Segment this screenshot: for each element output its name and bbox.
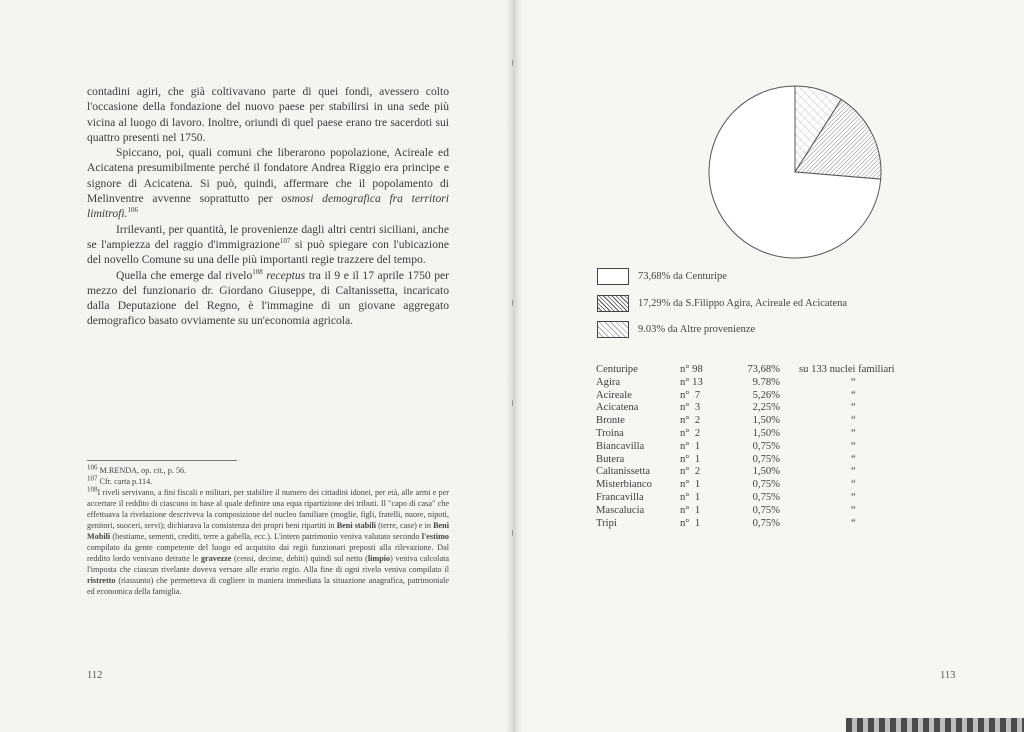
text-run: M.RENDA, op. cit., p. 56.: [97, 466, 187, 475]
cell-place: Troina: [596, 427, 624, 439]
cell-count: n° 7: [680, 389, 701, 401]
text-run: tra il 9 e il 17 aprile 1750 per mezzo del funzionario dr. Giordano Giuseppe, di Caltanissetta, incaricato dalla Deputazione del Regno, è l'immagine di un giovane aggregato demografico basato ovviamente su un'economia agricola.: [87, 268, 449, 328]
bold-text: l'estimo: [421, 532, 449, 541]
cell-note: su 133 nuclei familiari: [799, 364, 895, 375]
table-row: [596, 479, 895, 492]
legend-swatch-blank: [597, 268, 629, 285]
text-run: (bestiame, sementi, crediti, terre a gabella, ecc.). L'intero patrimonio veniva valutato secondo: [110, 532, 422, 541]
cell-place: Centuripe: [596, 364, 638, 375]
cell-place: Francavilla: [596, 491, 644, 503]
cell-note: “: [851, 479, 856, 491]
gutter-mark: [512, 60, 513, 66]
paragraph: [87, 268, 449, 329]
legend-label: 73,68% da Centuripe: [638, 271, 727, 282]
paragraph: [87, 84, 449, 145]
legend-swatch-dots: [597, 321, 629, 338]
cell-percent: 0,75%: [752, 491, 780, 503]
cell-place: Mascalucia: [596, 504, 645, 516]
footnote-ref: 106: [87, 463, 98, 472]
cell-count: n° 1: [680, 453, 701, 465]
table-row: [596, 402, 895, 415]
table-row: [596, 364, 895, 377]
footnote-ref: 108: [87, 485, 98, 494]
book-gutter: [506, 0, 522, 732]
paragraph: [87, 145, 449, 221]
cell-note: “: [851, 376, 856, 388]
footnote: [87, 487, 449, 597]
cell-place: Misterbianco: [596, 479, 652, 491]
cell-count: n° 1: [680, 491, 701, 503]
text-run: contadini agiri, che già coltivavano parte di quei fondi, avessero colto l'occasione della fondazione del nuovo paese per stabilirsi in una sede più vicina al luogo di lavoro. Inoltre, oriundi di quel paese erano tre sacerdoti sui quattro presenti nel 1750.: [87, 85, 449, 144]
legend-item-centuripe: [597, 268, 727, 285]
cell-place: Caltanissetta: [596, 466, 651, 478]
legend-swatch-hatch: [597, 295, 629, 312]
cell-percent: 5,26%: [752, 389, 780, 401]
legend-label: 9.03% da Altre provenienze: [638, 324, 756, 335]
cell-note: “: [851, 453, 856, 465]
cell-percent: 1,50%: [752, 466, 780, 478]
scan-edge-strip: [846, 718, 1024, 732]
text-run: (riassunto) che permetteva di cogliere in maniera immediata la situazione anagrafica, patrimoniale ed economica della famiglia.: [87, 576, 449, 596]
cell-place: Tripi: [596, 517, 617, 529]
cell-place: Acicatena: [596, 402, 639, 414]
bold-text: Beni Mobili: [87, 521, 449, 541]
text-run: Irrilevanti, per quantità, le provenienze dagli altri centri siciliani, anche se l'ampiezza del raggio d'immigrazione: [87, 222, 449, 251]
cell-percent: 0,75%: [752, 440, 780, 452]
origins-table: [596, 364, 895, 530]
bold-text: Beni stabili: [336, 521, 377, 530]
cell-note: “: [851, 389, 856, 401]
body-text: [87, 84, 449, 329]
cell-count: n° 2: [680, 427, 701, 439]
cell-place: Agira: [596, 376, 621, 388]
footnote-ref: 108: [252, 267, 263, 276]
cell-note: “: [851, 491, 856, 503]
legend-item-agira-acireale-acicatena: [597, 295, 847, 312]
italic-text: osmosi demografica fra territori limitrofi.: [87, 192, 449, 221]
cell-count: n° 13: [680, 376, 703, 388]
gutter-mark: [512, 300, 513, 306]
cell-count: n° 3: [680, 402, 701, 414]
footnote-ref: 107: [87, 474, 98, 483]
cell-note: “: [851, 427, 856, 439]
footnote-rule: [87, 460, 237, 461]
text-run: si può spiegare con l'ubicazione del novello Comune su una delle più importanti regie trazzere del tempo.: [87, 237, 449, 267]
cell-note: “: [851, 517, 856, 529]
cell-note: “: [851, 440, 856, 452]
text-run: Quella che emerge dal rivelo: [116, 268, 253, 282]
cell-percent: 73,68%: [747, 364, 780, 375]
bold-text: ristretto: [87, 576, 116, 585]
italic-text: receptus: [266, 268, 306, 282]
bold-text: limpio: [367, 554, 391, 563]
footnote-ref: 106: [127, 206, 138, 215]
footnote-ref: 107: [279, 237, 291, 246]
cell-percent: 0,75%: [752, 479, 780, 491]
bold-text: gravezze: [200, 554, 232, 563]
cell-percent: 0,75%: [752, 453, 780, 465]
table-row: [596, 518, 895, 531]
footnotes: [87, 465, 449, 597]
gutter-mark: [512, 400, 513, 406]
table-row: [596, 492, 895, 505]
table-row: [596, 428, 895, 441]
text-run: Cfr. carta p.114.: [97, 477, 153, 486]
cell-count: n° 1: [680, 440, 701, 452]
cell-percent: 0,75%: [752, 504, 780, 516]
cell-percent: 2,25%: [752, 402, 780, 414]
cell-percent: 0,75%: [752, 517, 780, 529]
cell-place: Biancavilla: [596, 440, 645, 452]
footnote: [87, 476, 449, 487]
text-run: I riveli servivano, a fini fiscali e militari, per stabilire il numero dei cittadini idonei, per età, alle armi e per accertare il reddito di ciascuno in base al quale definire una equa ripartizione dei tributi. Il "capo di casa" che effettuava la rivelazione descriveva la composizione del nucleo familiare (moglie, figli, fratelli, nuore, nipoti, genitori, suoceri, servi); dichiarava la consistenza dei propri beni ripartiti in: [87, 488, 449, 530]
cell-percent: 1,50%: [752, 427, 780, 439]
cell-note: “: [851, 415, 856, 427]
cell-place: Bronte: [596, 415, 625, 427]
cell-count: n° 1: [680, 517, 701, 529]
text-run: ) veniva calcolata l'imposta che ciascun rivelante doveva versare alle erario regio. Alla fine di ogni rivelo veniva compilato il: [87, 554, 449, 574]
cell-count: n° 2: [680, 466, 701, 478]
cell-place: Acireale: [596, 389, 632, 401]
table-row: [596, 454, 895, 467]
cell-count: n° 1: [680, 504, 701, 516]
legend-label: 17,29% da S.Filippo Agira, Acireale ed Acicatena: [638, 298, 848, 309]
text-run: (censi, decime, debiti) quindi sul netto (: [231, 554, 368, 563]
table-row: [596, 390, 895, 403]
cell-percent: 1,50%: [752, 415, 780, 427]
cell-percent: 9.78%: [752, 376, 780, 388]
gutter-mark: [512, 530, 513, 536]
table-row: [596, 377, 895, 390]
pie-chart: [705, 82, 885, 262]
text-run: (terre, case) e in: [376, 521, 434, 530]
cell-note: “: [851, 402, 856, 414]
cell-count: n° 1: [680, 479, 701, 491]
cell-count: n° 98: [680, 364, 703, 375]
text-run: compilato da gente competente del luogo ed acquisito dai regii funzionari preposti alla rilevazione. Dal reddito lordo venivano detratte le: [87, 543, 449, 563]
cell-count: n° 2: [680, 415, 701, 427]
cell-note: “: [851, 466, 856, 478]
cell-note: “: [851, 504, 856, 516]
footnote: [87, 465, 449, 476]
page-number-right: 113: [940, 670, 956, 681]
table-row: [596, 466, 895, 479]
paragraph: [87, 222, 449, 268]
cell-place: Butera: [596, 453, 625, 465]
text-run: Spiccano, poi, quali comuni che liberarono popolazione, Acireale ed Acicatena presumibilmente perché il fondatore Andrea Riggio era principe e signore di Acicatena. Si può, quindi, affermare che il popolamento di Melinventre avvenne soprattutto per: [87, 146, 449, 206]
table-row: [596, 505, 895, 518]
table-row: [596, 415, 895, 428]
table-row: [596, 441, 895, 454]
legend-item-altre: [597, 321, 755, 338]
page-number-left: 112: [87, 670, 103, 681]
